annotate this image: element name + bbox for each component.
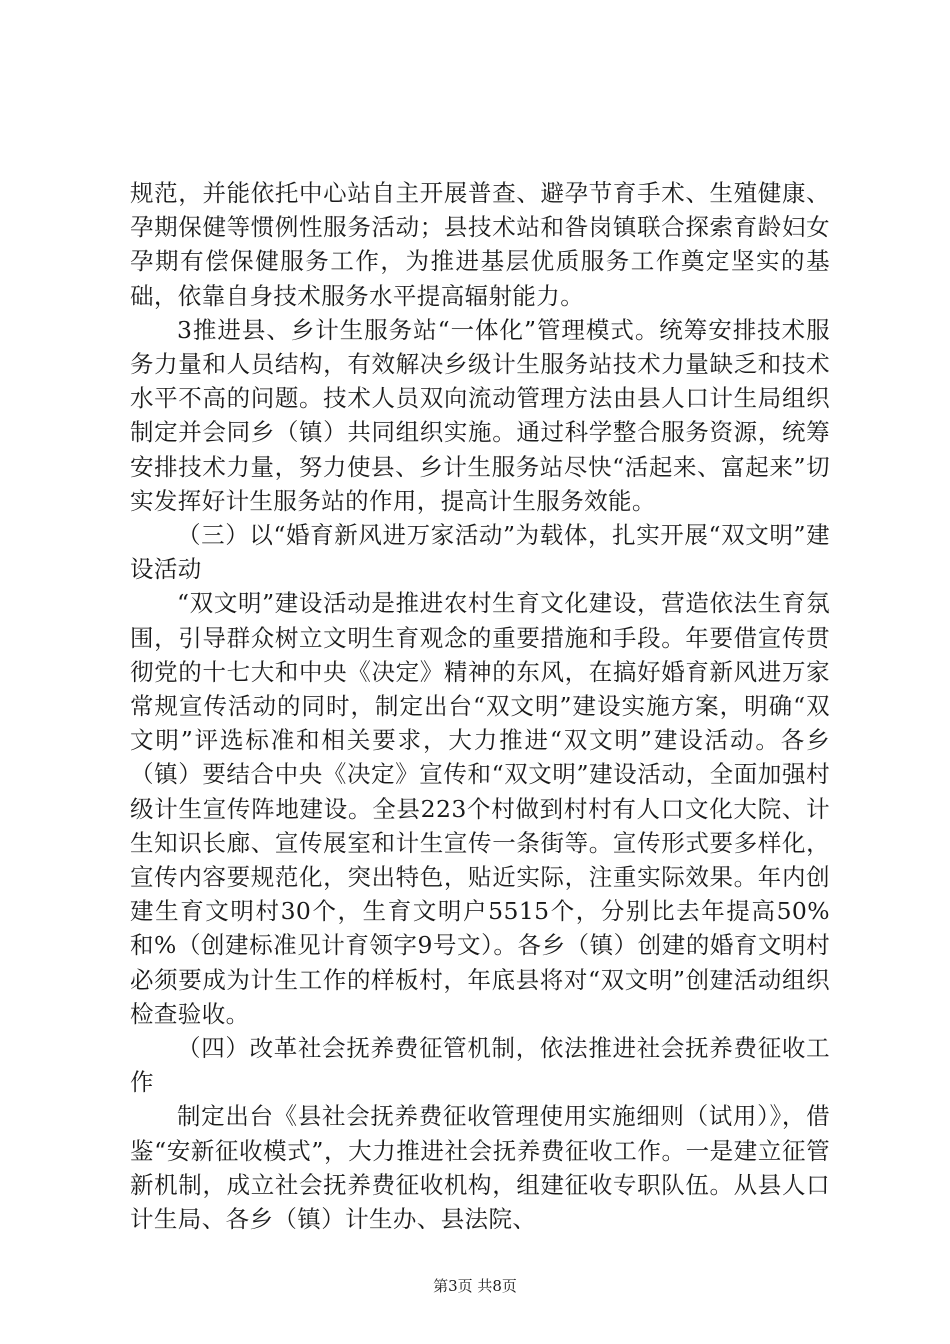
document-body [130,176,830,1236]
paragraph-integration: 3推进县、乡计生服务站“一体化”管理模式。统筹安排技术服务力量和人员结构，有效解决乡级计生服务站技术力量缺乏和技术水平不高的问题。技术人员双向流动管理方法由县人口计生局组织制定并会同乡（镇）共同组织实施。通过科学整合服务资源，统筹安排技术力量，努力使县、乡计生服务站尽快“活起来、富起来”切实发挥好计生服务站的作用，提高计生服务效能。 [130,315,830,515]
paragraph-continued: 规范，并能依托中心站自主开展普查、避孕节育手术、生殖健康、孕期保健等惯例性服务活动；县技术站和昝岗镇联合探索育龄妇女孕期有偿保健服务工作，为推进基层优质服务工作奠定坚实的基础，依靠自身技术服务水平提高辐射能力。 [130,179,830,310]
paragraph-fee-collection: 制定出台《县社会抚养费征收管理使用实施细则（试用）》，借鉴“安新征收模式”，大力推进社会抚养费征收工作。一是建立征管新机制，成立社会抚养费征收机构，组建征收专职队伍。从县人口计生局、各乡（镇）计生办、县法院、 [130,1102,830,1234]
paragraph-double-civilization: “双文明”建设活动是推进农村生育文化建设，营造依法生育氛围，引导群众树立文明生育观念的重要措施和手段。年要借宣传贯彻党的十七大和中央《决定》精神的东风，在搞好婚育新风进万家常规宣传活动的同时，制定出台“双文明”建设实施方案，明确“双文明”评选标准和相关要求，大力推进“双文明”建设活动。各乡（镇）要结合中央《决定》宣传和“双文明”建设活动，全面加强村级计生宣传阵地建设。全县223个村做到村村有人口文化大院、计生知识长廊、宣传展室和计生宣传一条街等。宣传形式要多样化，宣传内容要规范化，突出特色，贴近实际，注重实际效果。年内创建生育文明村30个，生育文明户5515个，分别比去年提高50%和%（创建标准见计育领字9号文）。各乡（镇）创建的婚育文明村必须要成为计生工作的样板村，年底县将对“双文明”创建活动组织检查验收。 [130,589,830,1028]
section-heading-3: （三）以“婚育新风进万家活动”为载体，扎实开展“双文明”建设活动 [130,521,830,584]
section-heading-4: （四）改革社会抚养费征管机制，依法推进社会抚养费征收工作 [130,1034,830,1097]
page-footer: 第3页 共8页 [433,1277,517,1295]
